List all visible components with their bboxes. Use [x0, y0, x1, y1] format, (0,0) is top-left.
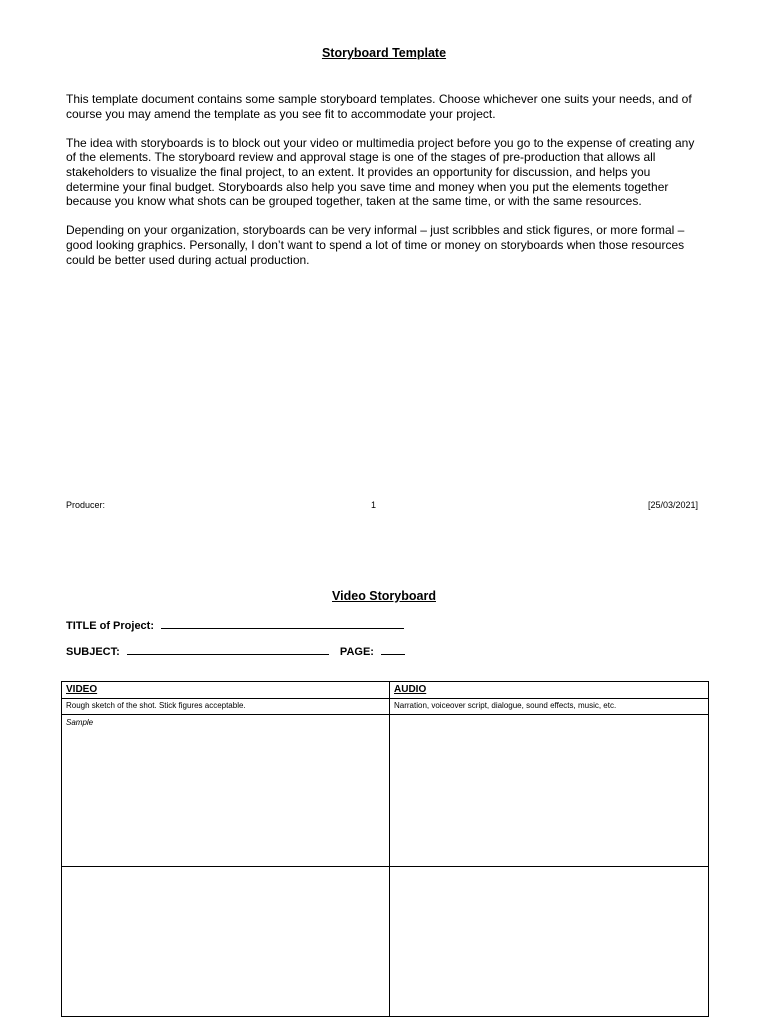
audio-cell[interactable]	[390, 715, 709, 867]
footer-date: [25/03/2021]	[647, 500, 698, 510]
project-title-field[interactable]	[161, 617, 404, 629]
audio-cell[interactable]	[390, 867, 709, 1017]
video-description: Rough sketch of the shot. Stick figures acceptable.	[62, 699, 390, 715]
project-title-line	[66, 617, 404, 632]
intro-paragraph-3: Depending on your organization, storyboards can be very informal – just scribbles and stick figures, or more formal – good looking graphics. Personally, I don’t want to spend a lot of time or money on storyboards when those resources could be better used during actual production.	[66, 223, 685, 267]
video-cell[interactable]	[62, 867, 390, 1017]
page-label: PAGE:	[339, 646, 374, 658]
table-row	[62, 867, 709, 1017]
table-header-row	[62, 682, 709, 699]
storyboard-table	[61, 681, 709, 1017]
subject-line	[66, 643, 405, 658]
page-title: Storyboard Template	[321, 46, 447, 60]
table-row	[62, 715, 709, 867]
subject-field[interactable]	[127, 643, 329, 655]
page-number: 1	[371, 500, 377, 510]
intro-paragraph-1: This template document contains some sample storyboard templates. Choose whichever one suits your needs, and of course you may amend the template as you see fit to accommodate your project.	[66, 92, 692, 121]
video-storyboard-title: Video Storyboard	[332, 589, 436, 603]
audio-header: AUDIO	[390, 682, 709, 699]
table-description-row	[62, 699, 709, 715]
video-cell[interactable]	[62, 715, 390, 867]
subject-label: SUBJECT:	[66, 646, 120, 658]
video-header: VIDEO	[62, 682, 390, 699]
intro-text	[66, 92, 706, 282]
project-title-label: TITLE of Project:	[66, 620, 154, 632]
producer-label: Producer:	[66, 500, 106, 510]
audio-description: Narration, voiceover script, dialogue, sound effects, music, etc.	[390, 699, 709, 715]
page-field[interactable]	[381, 643, 405, 655]
intro-paragraph-2: The idea with storyboards is to block out your video or multimedia project before you go to the expense of creating any of the elements. The storyboard review and approval stage is one of the stages of pre-production that allows all stakeholders to visualize the final project, to an extent. It provides an opportunity for discussion, and helps you determine your final budget. Storyboards also help you save time and money when you put the elements together because you know what shots can be grouped together, taken at the same time, or with the same resources.	[66, 135, 695, 209]
sample-label: Sample	[66, 718, 94, 727]
